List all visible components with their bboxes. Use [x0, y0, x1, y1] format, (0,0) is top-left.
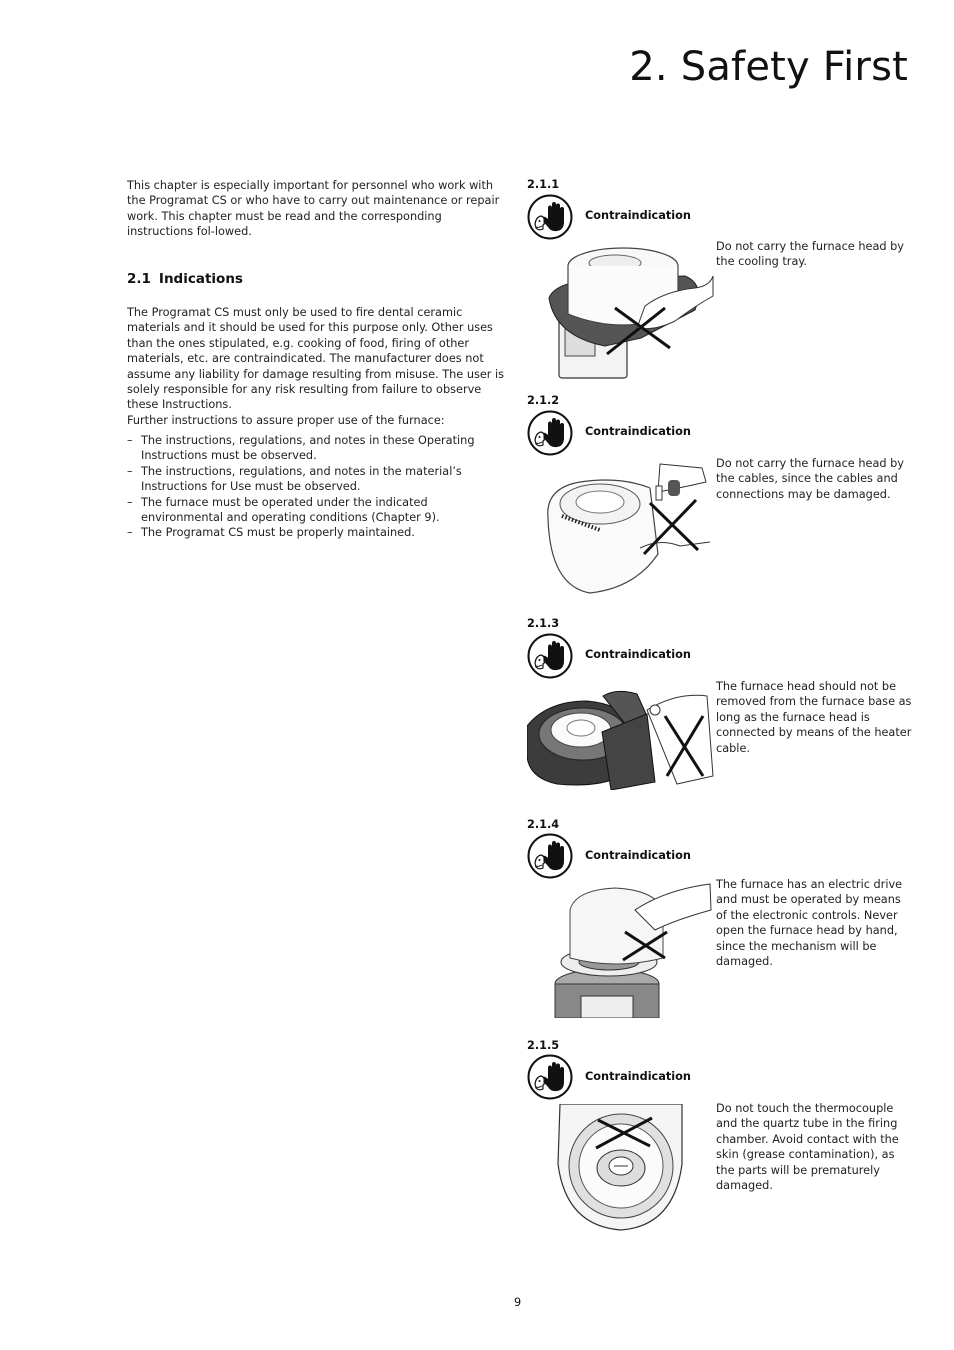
contraindication-label: Contraindication	[585, 1070, 691, 1083]
furnace-open-by-hand-illustration	[545, 880, 715, 1018]
contraindication-text: The furnace has an electric drive and must be operated by means of the electronic controls. Never open the furnace head by hand, since the mechanism will be damaged.	[716, 878, 903, 969]
contraindication-label: Contraindication	[585, 425, 691, 438]
contraindication-text: Do not touch the thermocouple and the quartz tube in the firing chamber. Avoid contact with the skin (grease contamination), as the parts will be prematurely damaged.	[716, 1102, 899, 1193]
instructions-list	[127, 433, 511, 541]
contraindication-text: Do not carry the furnace head by the cables, since the cables and connections may be damaged.	[716, 457, 904, 501]
section-number: 2.1	[127, 271, 151, 287]
stop-hand-icon	[527, 410, 573, 456]
furnace-cables-illustration	[540, 458, 710, 596]
contraindication-number: 2.1.1	[527, 178, 560, 191]
contraindication-number: 2.1.4	[527, 818, 560, 831]
contraindication-label: Contraindication	[585, 849, 691, 862]
contraindication-text: The furnace head should not be removed from the furnace base as long as the furnace head is connected by means of the heater cable.	[716, 680, 912, 755]
intro-paragraph: This chapter is especially important for personnel who work with the Programat CS or who have to carry out maintenance or repair work. This chapter must be read and the corresponding instructions fol-lowed.	[127, 179, 500, 239]
stop-hand-icon	[527, 633, 573, 679]
furnace-cooling-tray-illustration	[545, 236, 715, 382]
list-item: – The instructions, regulations, and notes in these Operating Instructions must be observed.	[127, 433, 511, 464]
contraindication-number: 2.1.2	[527, 394, 560, 407]
instructions-intro: Further instructions to assure proper use of the furnace:	[127, 414, 445, 427]
stop-hand-icon	[527, 194, 573, 240]
furnace-heater-cable-illustration	[527, 686, 715, 790]
page-title: 2. Safety First	[629, 44, 908, 90]
contraindication-label: Contraindication	[585, 648, 691, 661]
firing-chamber-illustration	[554, 1104, 688, 1232]
contraindication-number: 2.1.5	[527, 1039, 560, 1052]
section-title: Indications	[158, 271, 243, 287]
contraindication-number: 2.1.3	[527, 617, 560, 630]
indications-paragraph: The Programat CS must only be used to fire dental ceramic materials and it should be used for this purpose only. Other uses than the ones stipulated, e.g. cooking of food, firing of other materials, etc. are contraindicated. The manufacturer does not assume any liability for damage resulting from misuse. The user is solely responsible for any risk resulting from failure to observe these Instructions.	[127, 306, 505, 412]
stop-hand-icon	[527, 833, 573, 879]
page-number: 9	[514, 1296, 522, 1309]
contraindication-label: Contraindication	[585, 209, 691, 222]
contraindication-text: Do not carry the furnace head by the cooling tray.	[716, 240, 904, 269]
section-heading	[127, 271, 243, 287]
list-item: – The furnace must be operated under the indicated environmental and operating conditions (Chapter 9).	[127, 495, 511, 526]
list-item: – The Programat CS must be properly maintained.	[127, 525, 511, 540]
list-item: – The instructions, regulations, and notes in the material’s Instructions for Use must be observed.	[127, 464, 511, 495]
stop-hand-icon	[527, 1054, 573, 1100]
